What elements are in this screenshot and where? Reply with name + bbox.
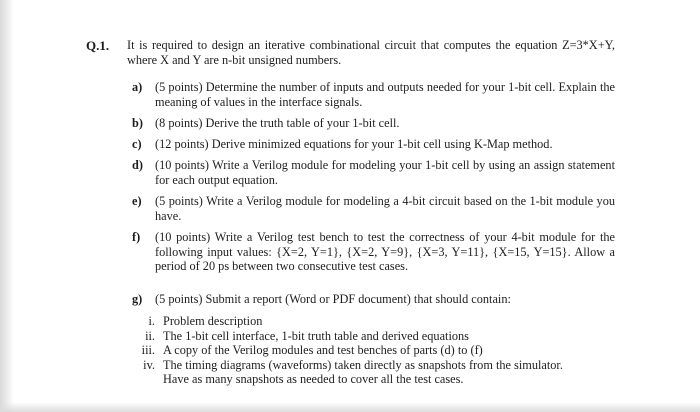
part-label: d) <box>132 158 143 172</box>
list-item-number: ii. <box>145 328 155 343</box>
part-label: f) <box>132 230 141 244</box>
part-text: (5 points) Submit a report (Word or PDF document) that should contain: <box>155 292 511 306</box>
part-text: (5 points) Write a Verilog module for modeling a 4-bit circuit based on the 1-bit module you have. <box>155 194 615 223</box>
list-item <box>0 329 700 344</box>
list-item <box>0 358 700 373</box>
list-item-text: The 1-bit cell interface, 1-bit truth table and derived equations <box>163 328 469 343</box>
part-text: (10 points) Write a Verilog test bench to test the correctness of your 4-bit module for the following input values: {X=2, Y=1}, {X=2, Y=9}, {X=3, Y=11}, {X=15, Y=15}. Allow a period of 20 ps between two consecutive test cases. <box>155 230 615 273</box>
part-label: c) <box>132 137 142 151</box>
list-item-text: The timing diagrams (waveforms) taken directly as snapshots from the simulator. <box>163 357 563 372</box>
list-item <box>0 314 700 329</box>
report-items-list <box>0 314 700 387</box>
list-item-number: iv. <box>143 357 155 372</box>
page-bottom-shadow <box>0 402 700 412</box>
question-intro: It is required to design an iterative combinational circuit that computes the equation Z=3*X+Y, where X and Y are n-bit unsigned numbers. <box>127 38 615 67</box>
part-label: b) <box>132 116 143 130</box>
list-item-text: A copy of the Verilog modules and test benches of parts (d) to (f) <box>163 343 483 357</box>
list-item-text: Have as many snapshots as needed to cover all the test cases. <box>163 372 464 386</box>
list-item <box>0 343 700 358</box>
list-item-number: i. <box>148 314 155 328</box>
part-label: e) <box>132 194 142 208</box>
question-number: Q.1. <box>86 38 110 53</box>
list-item-number: iii. <box>141 343 155 357</box>
part-label: a) <box>132 80 143 94</box>
part-text: (8 points) Derive the truth table of your 1-bit cell. <box>155 116 400 130</box>
list-item-continuation <box>0 372 700 387</box>
part-text: (12 points) Derive minimized equations for your 1-bit cell using K-Map method. <box>155 137 553 151</box>
part-text: (10 points) Write a Verilog module for modeling your 1-bit cell by using an assign statement for each output equation. <box>155 158 615 187</box>
part-text: (5 points) Determine the number of inputs and outputs needed for your 1-bit cell. Explain the meaning of values in the interface signals. <box>155 80 615 109</box>
part-label: g) <box>132 292 143 306</box>
list-item-text: Problem description <box>163 314 263 328</box>
